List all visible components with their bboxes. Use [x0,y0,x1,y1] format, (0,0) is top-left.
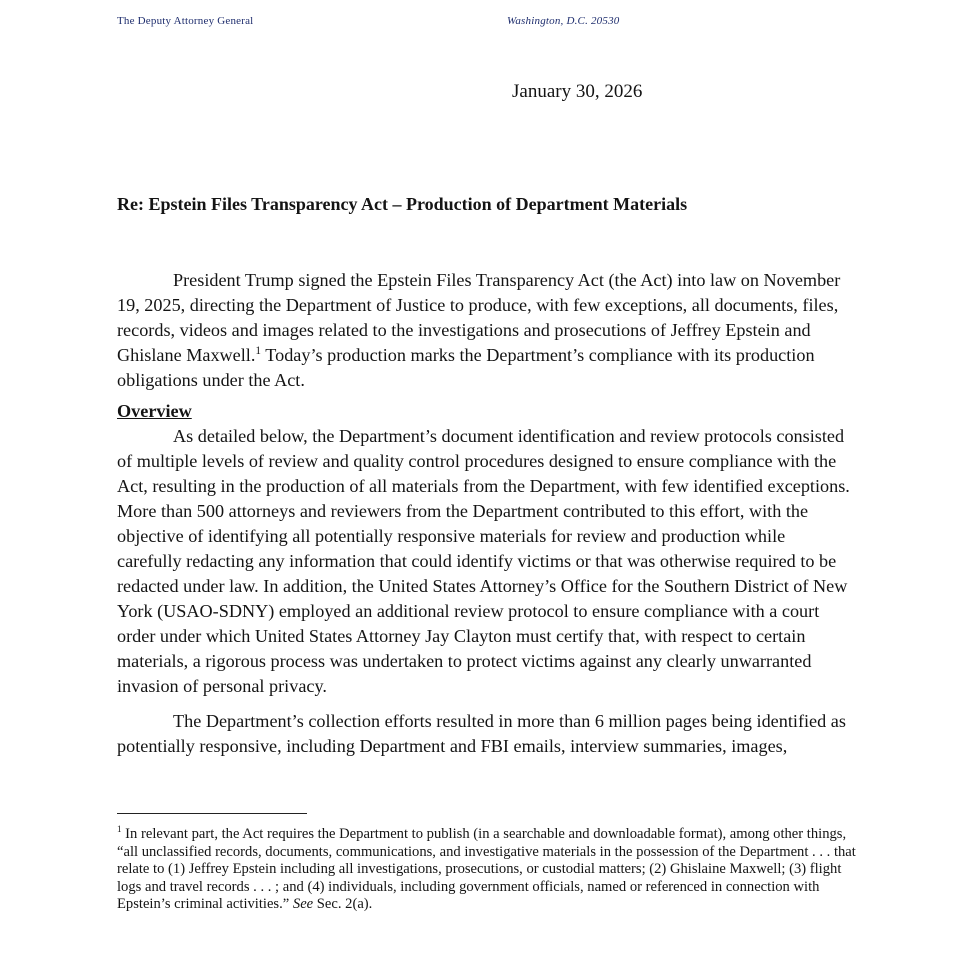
overview-heading: Overview [117,401,192,421]
footnote-number: 1 [117,824,122,835]
footnote-divider [117,813,307,814]
footnote-marker: 1 [255,344,262,357]
overview-paragraph-2: The Department’s collection efforts resulted in more than 6 million pages being identified as potentially responsive, including Department and FBI emails, interview summaries, images, [117,711,846,756]
overview-paragraph-1: As detailed below, the Department’s document identification and review protocols consisted of multiple levels of review and quality control procedures designed to ensure compliance with the Act, resulting in the production of all materials from the Department, with few identified exceptions. More than 500 attorneys and reviewers from the Department contributed to this effort, with the objective of identifying all potentially responsive materials for review and production while carefully redacting any information that could identify victims or that was otherwise required to be redacted under law. In addition, the United States Attorney’s Office for the Southern District of New York (USAO-SDNY) employed an additional review protocol to ensure compliance with a court order under which United States Attorney Jay Clayton must certify that, with respect to certain materials, a rigorous process was undertaken to protect victims against any clearly unwarranted invasion of personal privacy. [117,426,850,696]
intro-text-after: Today’s production marks the Department’s compliance with its production obligations under the Act. [117,345,815,390]
footnote-text: In relevant part, the Act requires the Department to publish (in a searchable and downloadable format), among other things, “all unclassified records, documents, communications, and investigative materials in the possession of the Department . . . that relate to (1) Jeffrey Epstein including all investigations, prosecutions, or custodial matters; (2) Ghislaine Maxwell; (3) flight logs and travel records . . . ; and (4) individuals, including government officials, named or referenced in connection with Epstein’s criminal activities.” [117,826,856,912]
footnote-cite: Sec. 2(a). [313,896,373,912]
footnote-see: See [292,896,314,912]
letterhead-office: The Deputy Attorney General [117,15,254,27]
subject-line: Re: Epstein Files Transparency Act – Production of Department Materials [117,194,688,214]
letterhead-location: Washington, D.C. 20530 [507,15,620,27]
letter-body [117,268,852,759]
intro-text: President Trump signed the Epstein Files Transparency Act (the Act) into law on November 19, 2025, directing the Department of Justice to produce, with few exceptions, all documents, files, records, videos and images related to the investigations and prosecutions of Jeffrey Epstein and Ghislane Maxwell. [117,270,841,365]
footnote-1 [117,826,857,914]
intro-paragraph [117,268,852,393]
letter-date: January 30, 2026 [512,81,643,102]
